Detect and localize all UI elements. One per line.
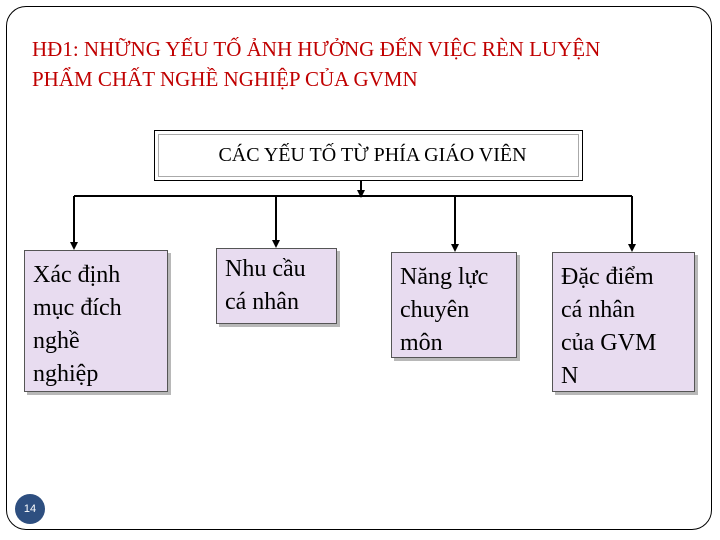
node-box-3 <box>391 252 517 358</box>
node-box-2 <box>216 248 337 324</box>
node-1-line-2: mục đích <box>33 295 122 321</box>
node-3-line-1: Năng lực <box>400 264 489 290</box>
node-4-line-1: Đặc điểm <box>561 264 654 290</box>
node-1-line-4: nghiệp <box>33 361 99 387</box>
node-2-line-2: cá nhân <box>225 289 299 315</box>
node-box-4 <box>552 252 695 392</box>
node-4-line-2: cá nhân <box>561 297 635 323</box>
node-4-line-3: của GVM <box>561 330 657 356</box>
node-1-line-1: Xác định <box>33 262 121 288</box>
node-1-line-3: nghề <box>33 328 80 354</box>
node-box-1 <box>24 250 168 392</box>
node-3-line-3: môn <box>400 330 443 356</box>
root-label: CÁC YẾU TỐ TỪ PHÍA GIÁO VIÊN <box>218 144 527 166</box>
node-4-line-4: N <box>561 363 579 389</box>
title-line-2: PHẨM CHẤT NGHỀ NGHIỆP CỦA GVMN <box>32 67 418 91</box>
root-box <box>154 130 583 181</box>
title-line-1: HĐ1: NHỮNG YẾU TỐ ẢNH HƯỞNG ĐẾN VIỆC RÈN LUYỆN <box>32 37 601 61</box>
node-3-line-2: chuyên <box>400 297 470 323</box>
node-2-line-1: Nhu cầu <box>225 256 306 282</box>
page-number: 14 <box>23 503 37 515</box>
page-number-badge <box>15 494 45 524</box>
